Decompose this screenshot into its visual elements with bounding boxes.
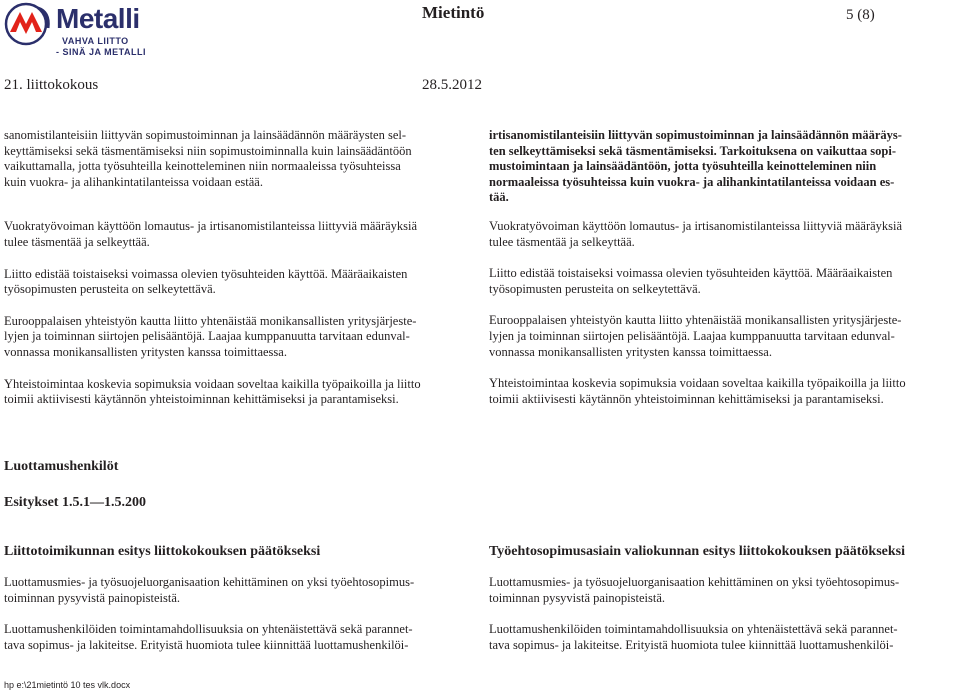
lower-right-paragraph: Luottamushenkilöiden toimintamahdollisuuksia on yhtenäistettävä sekä parannet- tava sopimus- ja lakiteitse. Erityistä huomiota tulee kiinnittää luottamushenkilöi- [489,622,898,652]
right-paragraph: Yhteistoimintaa koskevia sopimuksia voidaan soveltaa kaikilla työpaikoilla ja liitto toimii aktiivisesti käytännön yhteistoiminnan kehittämiseksi ja parantamiseksi. [489,376,906,406]
page-number: 5 (8) [846,7,875,23]
left-paragraph: Liitto edistää toistaiseksi voimassa olevien työsuhteiden käyttöä. Määräaikaisten työsopimusten perusteita on selkeytettävä. [4,266,408,297]
lower-left-paragraph: Luottamusmies- ja työsuojeluorganisaation kehittäminen on yksi työehtosopimus- toiminnan pysyvistä painopisteistä. [4,575,415,605]
document-title: Mietintö [422,3,485,22]
lower-left-heading: Liittotoimikunnan esitys liittokokouksen päätökseksi [4,544,321,559]
lower-left-paragraph: Luottamushenkilöiden toimintamahdollisuuksia on yhtenäistettävä sekä parannet- tava sopimus- ja lakiteitse. Erityistä huomiota tulee kiinnittää luottamushenkilöi- [4,622,413,652]
right-paragraph: Vuokratyövoiman käyttöön lomautus- ja irtisanomistilanteissa liittyviä määräyksiä tulee täsmentää ja selkeyttää. [489,218,903,249]
logo-tagline-2: - SINÄ JA METALLI [56,47,146,57]
lower-left-column [4,543,474,653]
metalli-emblem-icon [4,2,54,46]
left-column [4,128,474,408]
logo-wordmark: Metalli [56,3,140,34]
document-date: 28.5.2012 [422,77,482,93]
right-paragraph: Liitto edistää toistaiseksi voimassa olevien työsuhteiden käyttöä. Määräaikaisten työsopimusten perusteita on selkeytettävä. [489,266,893,296]
proposals-reference: Esitykset 1.5.1—1.5.200 [4,495,146,510]
left-paragraph: sanomistilanteisiin liittyvän sopimustoiminnan ja lainsäädännön määräysten sel- keyttämiseksi sekä täsmentämiseksi niin sopimustoiminnalla kuin lainsäädäntöön vaikuttamalla, jotta työsuhteilla keinotteleminen niin normaaleissa työsuhteissa kuin vuokra- ja alihankintatilanteissa voidaan estää. [4,128,412,189]
right-bold-paragraph: irtisanomistilanteisiin liittyvän sopimustoiminnan ja lainsäädännön määräys- ten selkeyttämiseksi sekä täsmentämiseksi. Tarkoituksena on vaikuttaa sopi- mustoimintaan ja lainsäädäntöön, jotta työsuhteilla keinotteleminen niin normaaleissa työsuhteissa kuin vuokra- ja alihankintatilanteissa voidaan es- tää. [489,128,902,205]
section-heading: Luottamushenkilöt [4,459,119,474]
lower-right-column [489,543,959,653]
logo-tagline-1: VAHVA LIITTO [62,36,129,46]
footer-file-path: hp e:\21mietintö 10 tes vlk.docx [4,680,131,690]
right-paragraph: Eurooppalaisen yhteistyön kautta liitto yhtenäistää monikansallisten yritysjärjeste- lyjen ja toiminnan siirtojen pelisääntöjä. Laajaa kumppanuutta tarvitaan edunval- vonnassa monikansallisten yritysten kanssa toimittaessa. [489,313,902,359]
lower-right-paragraph: Luottamusmies- ja työsuojeluorganisaation kehittäminen on yksi työehtosopimus- toiminnan pysyvistä painopisteistä. [489,575,900,605]
meeting-name: 21. liittokokous [4,77,99,93]
metalli-logo [4,2,154,64]
left-paragraph: Eurooppalaisen yhteistyön kautta liitto yhtenäistää monikansallisten yritysjärjeste- lyjen ja toiminnan siirtojen pelisääntöjä. Laajaa kumppanuutta tarvitaan edunval- vonnassa monikansallisten yritysten kanssa toimittaessa. [4,313,417,359]
left-paragraph: Yhteistoimintaa koskevia sopimuksia voidaan soveltaa kaikilla työpaikoilla ja liitto toimii aktiivisesti käytännön yhteistoiminnan kehittämiseksi ja parantamiseksi. [4,376,421,407]
lower-right-heading: Työehtosopimusasiain valiokunnan esitys liittokokouksen päätökseksi [489,544,905,559]
left-paragraph: Vuokratyövoiman käyttöön lomautus- ja irtisanomistilanteissa liittyviä määräyksiä tulee täsmentää ja selkeyttää. [4,219,418,249]
right-column [489,128,959,407]
